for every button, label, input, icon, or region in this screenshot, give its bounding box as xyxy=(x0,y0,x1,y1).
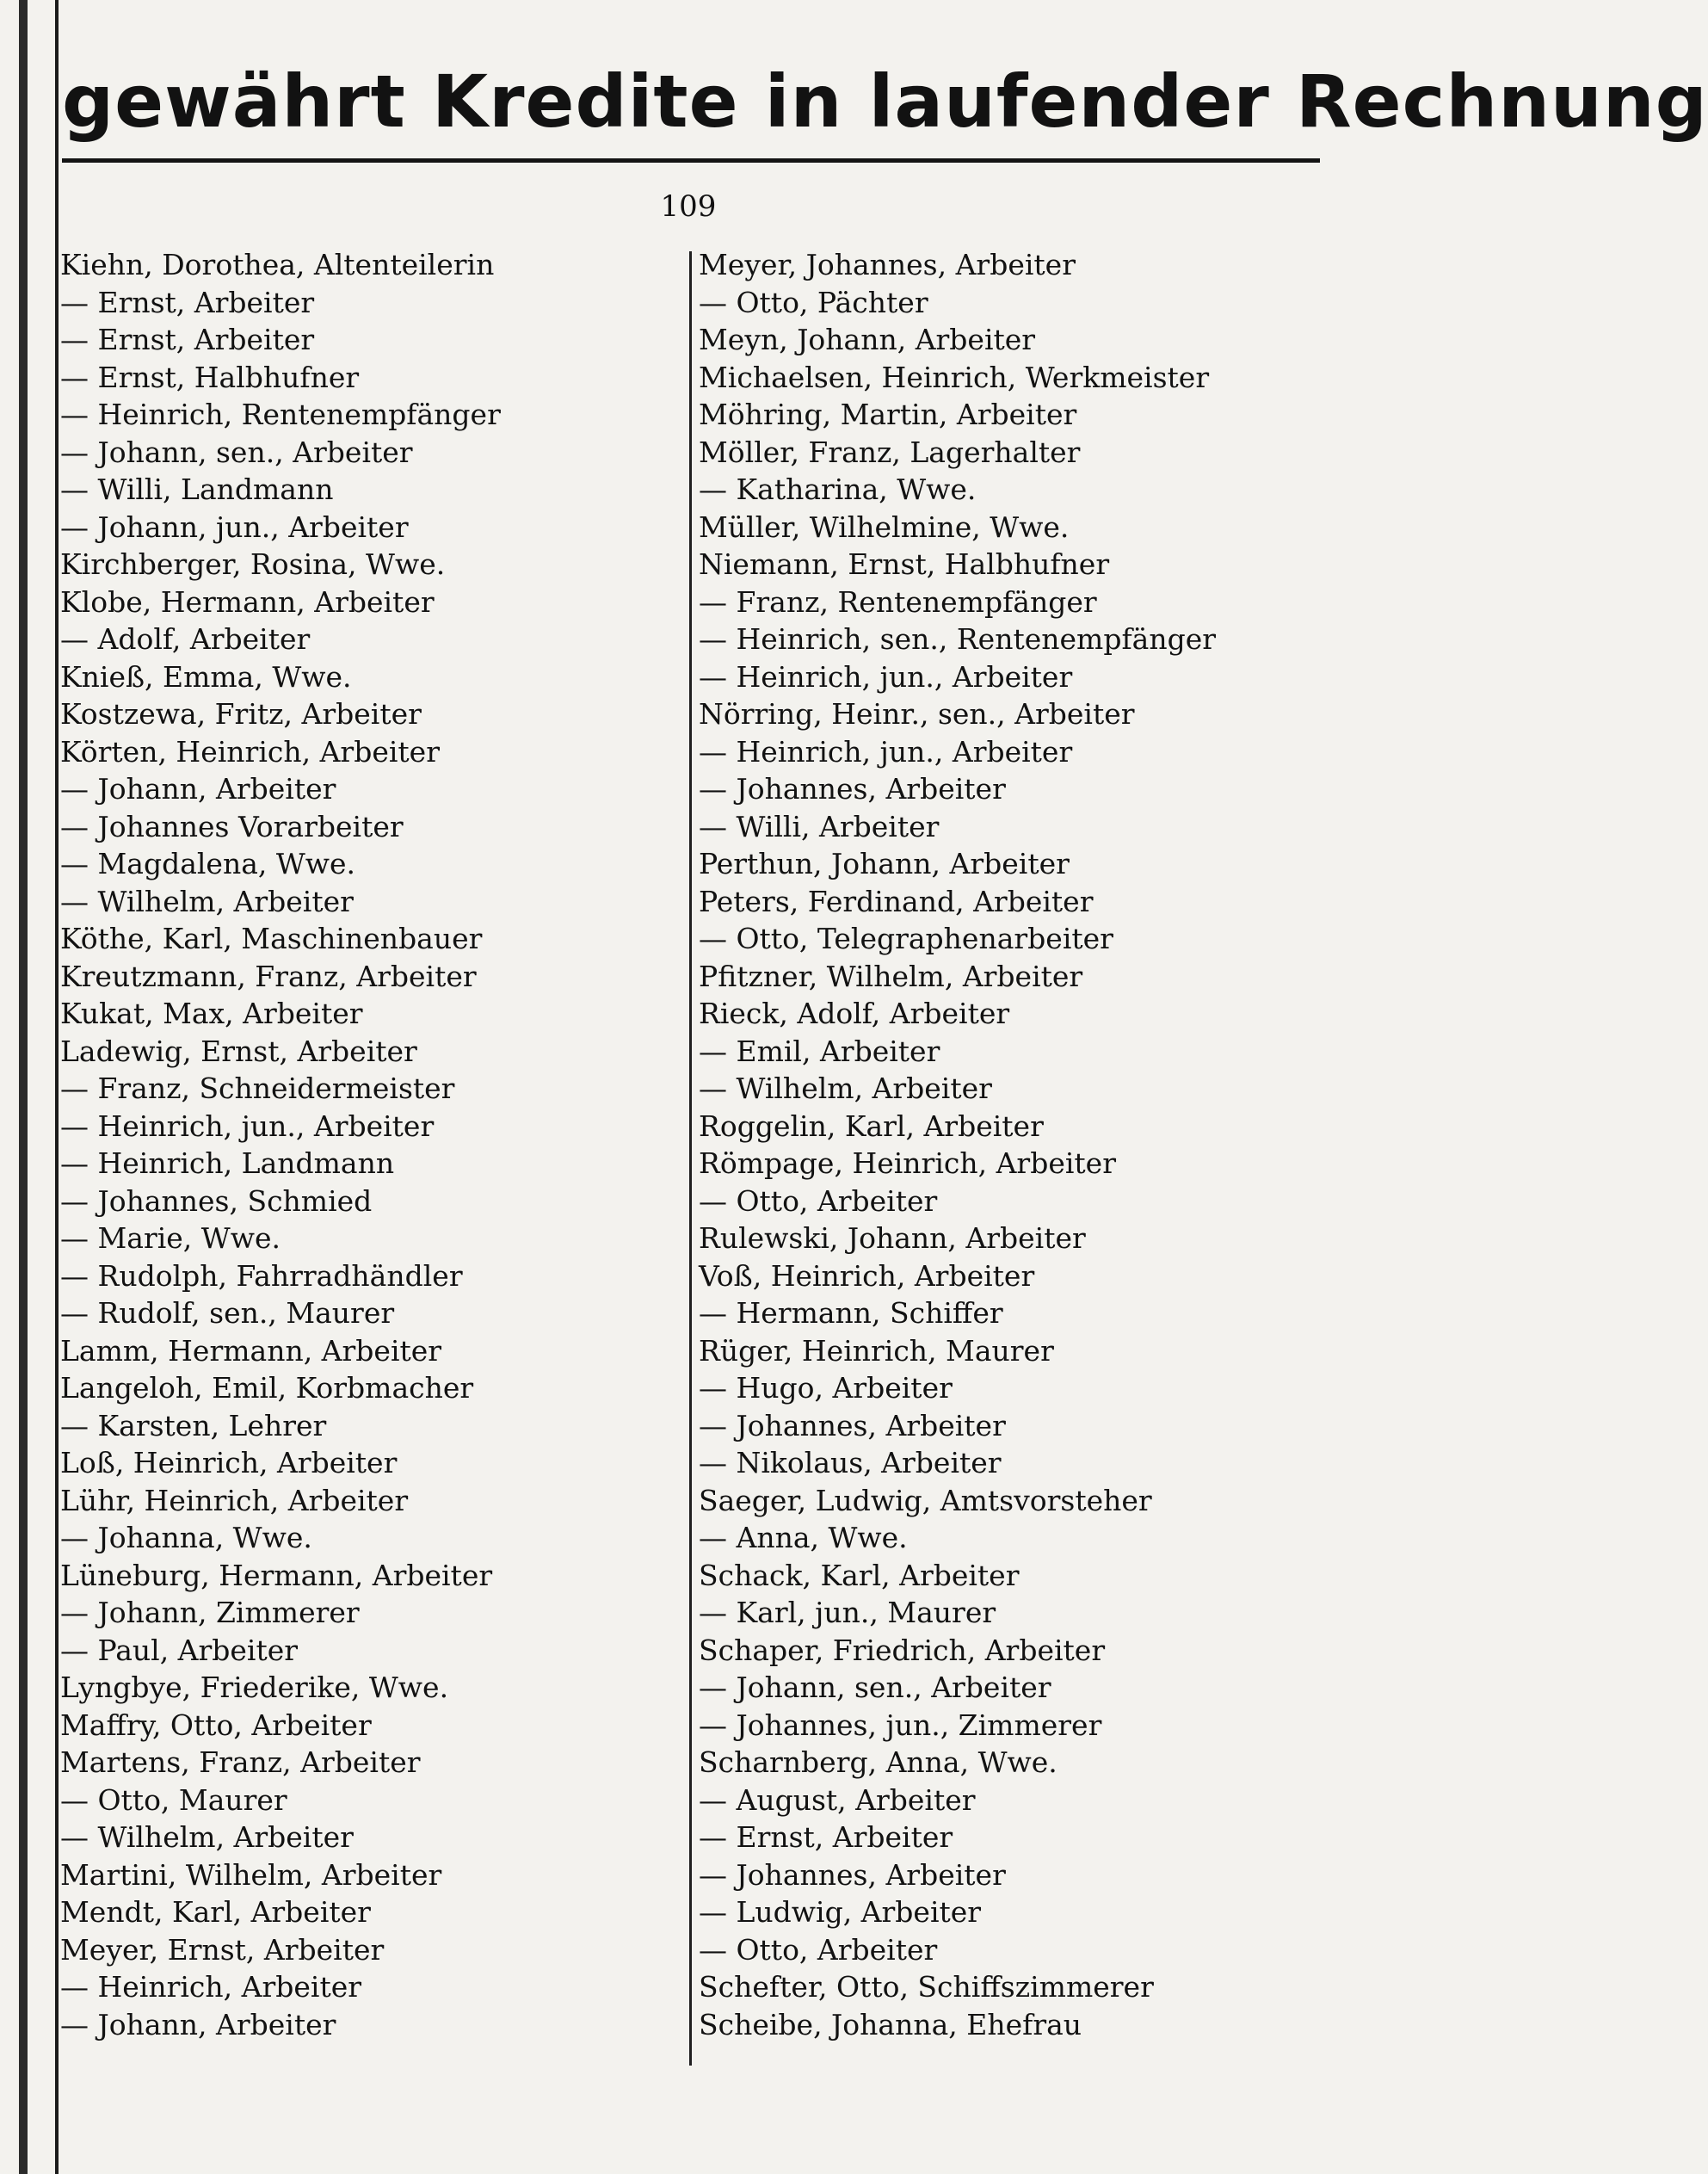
list-item: — Johanna, Wwe. xyxy=(60,1521,312,1554)
list-item: Kreutzmann, Franz, Arbeiter xyxy=(60,959,477,993)
list-item: — Ludwig, Arbeiter xyxy=(699,1895,982,1929)
list-item: — Franz, Schneidermeister xyxy=(60,1072,455,1105)
list-item: — Otto, Telegraphenarbeiter xyxy=(699,922,1113,955)
list-item: — Wilhelm, Arbeiter xyxy=(60,1820,354,1854)
list-item: — Johann, Arbeiter xyxy=(60,2007,336,2041)
list-item: Kiehn, Dorothea, Altenteilerin xyxy=(60,248,495,281)
list-item: Rieck, Adolf, Arbeiter xyxy=(699,997,1010,1030)
list-item: — Heinrich, Landmann xyxy=(60,1146,395,1180)
list-item: Lüneburg, Hermann, Arbeiter xyxy=(60,1558,493,1592)
list-item: — Johann, sen., Arbeiter xyxy=(60,435,413,469)
list-item: — Wilhelm, Arbeiter xyxy=(60,884,354,918)
right-column-list xyxy=(699,246,1335,2043)
list-item: — Heinrich, sen., Rentenempfänger xyxy=(699,622,1217,656)
list-item: — Nikolaus, Arbeiter xyxy=(699,1446,1002,1479)
list-item: — Hugo, Arbeiter xyxy=(699,1371,953,1405)
list-item: Schaper, Friedrich, Arbeiter xyxy=(699,1633,1106,1667)
list-item: — Ernst, Arbeiter xyxy=(60,285,315,319)
list-item: Köthe, Karl, Maschinenbauer xyxy=(60,922,483,955)
list-item: — Johannes, Arbeiter xyxy=(699,772,1006,806)
list-item: Roggelin, Karl, Arbeiter xyxy=(699,1109,1044,1143)
list-item: Saeger, Ludwig, Amtsvorsteher xyxy=(699,1483,1152,1517)
list-item: — Heinrich, Arbeiter xyxy=(60,1970,362,2004)
list-item: — Johannes, Arbeiter xyxy=(699,1408,1006,1442)
list-item: Nörring, Heinr., sen., Arbeiter xyxy=(699,697,1135,731)
list-item: — Heinrich, Rentenempfänger xyxy=(60,398,501,431)
list-item: Klobe, Hermann, Arbeiter xyxy=(60,584,435,619)
list-item: — Otto, Arbeiter xyxy=(699,1932,938,1967)
list-item: Römpage, Heinrich, Arbeiter xyxy=(699,1146,1116,1180)
list-item: — Magdalena, Wwe. xyxy=(60,847,356,880)
page-heading: gewährt Kredite in laufender Rechnung xyxy=(62,59,1708,144)
list-item: Lamm, Hermann, Arbeiter xyxy=(60,1333,442,1368)
list-item: — Karl, jun., Maurer xyxy=(699,1596,996,1629)
list-item: Scharnberg, Anna, Wwe. xyxy=(699,1745,1057,1779)
list-item: Niemann, Ernst, Halbhufner xyxy=(699,547,1110,581)
list-item: — Johannes, jun., Zimmerer xyxy=(699,1708,1102,1742)
list-item: Lyngbye, Friederike, Wwe. xyxy=(60,1671,449,1704)
list-item: — Johannes, Schmied xyxy=(60,1183,373,1218)
list-item: Rüger, Heinrich, Maurer xyxy=(699,1333,1054,1368)
list-item: — Wilhelm, Arbeiter xyxy=(699,1072,992,1105)
list-item: Lühr, Heinrich, Arbeiter xyxy=(60,1483,409,1517)
list-item: Knieß, Emma, Wwe. xyxy=(60,659,352,694)
list-item: Ladewig, Ernst, Arbeiter xyxy=(60,1034,417,1068)
list-item: — Rudolph, Fahrradhändler xyxy=(60,1258,463,1293)
list-item: Möhring, Martin, Arbeiter xyxy=(699,398,1077,431)
list-item: — Karsten, Lehrer xyxy=(60,1408,327,1442)
page-number: 109 xyxy=(660,189,717,224)
list-item: — Emil, Arbeiter xyxy=(699,1034,940,1068)
list-item: — August, Arbeiter xyxy=(699,1782,976,1817)
list-item: — Adolf, Arbeiter xyxy=(60,622,311,656)
heading-rule xyxy=(62,158,1320,163)
list-item: Meyer, Ernst, Arbeiter xyxy=(60,1932,385,1967)
list-item: — Katharina, Wwe. xyxy=(699,472,977,506)
list-item: Maffry, Otto, Arbeiter xyxy=(60,1708,372,1742)
list-item: — Otto, Arbeiter xyxy=(699,1183,938,1218)
list-item: Langeloh, Emil, Korbmacher xyxy=(60,1371,474,1405)
list-item: — Franz, Rentenempfänger xyxy=(699,584,1097,619)
list-item: — Johann, Zimmerer xyxy=(60,1596,360,1629)
list-item: — Johann, jun., Arbeiter xyxy=(60,510,409,544)
list-item: — Hermann, Schiffer xyxy=(699,1296,1003,1330)
list-item: Loß, Heinrich, Arbeiter xyxy=(60,1446,398,1479)
list-item: Kostzewa, Fritz, Arbeiter xyxy=(60,697,422,731)
list-item: Kukat, Max, Arbeiter xyxy=(60,997,363,1030)
list-item: — Johannes Vorarbeiter xyxy=(60,809,404,843)
list-item: — Ernst, Halbhufner xyxy=(60,360,360,394)
list-item: — Heinrich, jun., Arbeiter xyxy=(699,659,1073,694)
list-item: Schefter, Otto, Schiffszimmerer xyxy=(699,1970,1154,2004)
list-item: Voß, Heinrich, Arbeiter xyxy=(699,1258,1035,1293)
list-item: Scheibe, Johanna, Ehefrau xyxy=(699,2007,1082,2041)
list-item: — Ernst, Arbeiter xyxy=(699,1820,953,1854)
column-divider xyxy=(689,251,692,2066)
list-item: — Ernst, Arbeiter xyxy=(60,323,315,356)
list-item: — Rudolf, sen., Maurer xyxy=(60,1296,395,1330)
list-item: — Willi, Arbeiter xyxy=(699,809,940,843)
list-item: Müller, Wilhelmine, Wwe. xyxy=(699,510,1070,544)
list-item: Rulewski, Johann, Arbeiter xyxy=(699,1221,1086,1255)
list-item: Meyn, Johann, Arbeiter xyxy=(699,323,1036,356)
list-item: — Heinrich, jun., Arbeiter xyxy=(60,1109,435,1143)
list-item: — Anna, Wwe. xyxy=(699,1521,908,1554)
list-item: Martens, Franz, Arbeiter xyxy=(60,1745,421,1779)
left-column-list xyxy=(60,246,680,2043)
list-item: Mendt, Karl, Arbeiter xyxy=(60,1895,371,1929)
list-item: Schack, Karl, Arbeiter xyxy=(699,1558,1020,1592)
list-item: — Otto, Pächter xyxy=(699,285,928,319)
list-item: — Johann, sen., Arbeiter xyxy=(699,1671,1051,1704)
list-item: Michaelsen, Heinrich, Werkmeister xyxy=(699,360,1210,394)
list-item: — Paul, Arbeiter xyxy=(60,1633,299,1667)
list-item: — Johann, Arbeiter xyxy=(60,772,336,806)
list-item: Peters, Ferdinand, Arbeiter xyxy=(699,884,1094,918)
list-item: — Otto, Maurer xyxy=(60,1782,287,1817)
list-item: Möller, Franz, Lagerhalter xyxy=(699,435,1081,469)
list-item: Kirchberger, Rosina, Wwe. xyxy=(60,547,446,581)
list-item: — Johannes, Arbeiter xyxy=(699,1857,1006,1892)
list-item: Meyer, Johannes, Arbeiter xyxy=(699,248,1076,281)
list-item: — Heinrich, jun., Arbeiter xyxy=(699,734,1073,769)
page-edge-line xyxy=(55,0,59,2174)
list-item: Körten, Heinrich, Arbeiter xyxy=(60,734,440,769)
page-edge-shadow xyxy=(19,0,28,2174)
list-item: Martini, Wilhelm, Arbeiter xyxy=(60,1857,442,1892)
list-item: — Marie, Wwe. xyxy=(60,1221,281,1255)
list-item: Perthun, Johann, Arbeiter xyxy=(699,847,1070,880)
list-item: — Willi, Landmann xyxy=(60,472,334,506)
list-item: Pfitzner, Wilhelm, Arbeiter xyxy=(699,959,1083,993)
